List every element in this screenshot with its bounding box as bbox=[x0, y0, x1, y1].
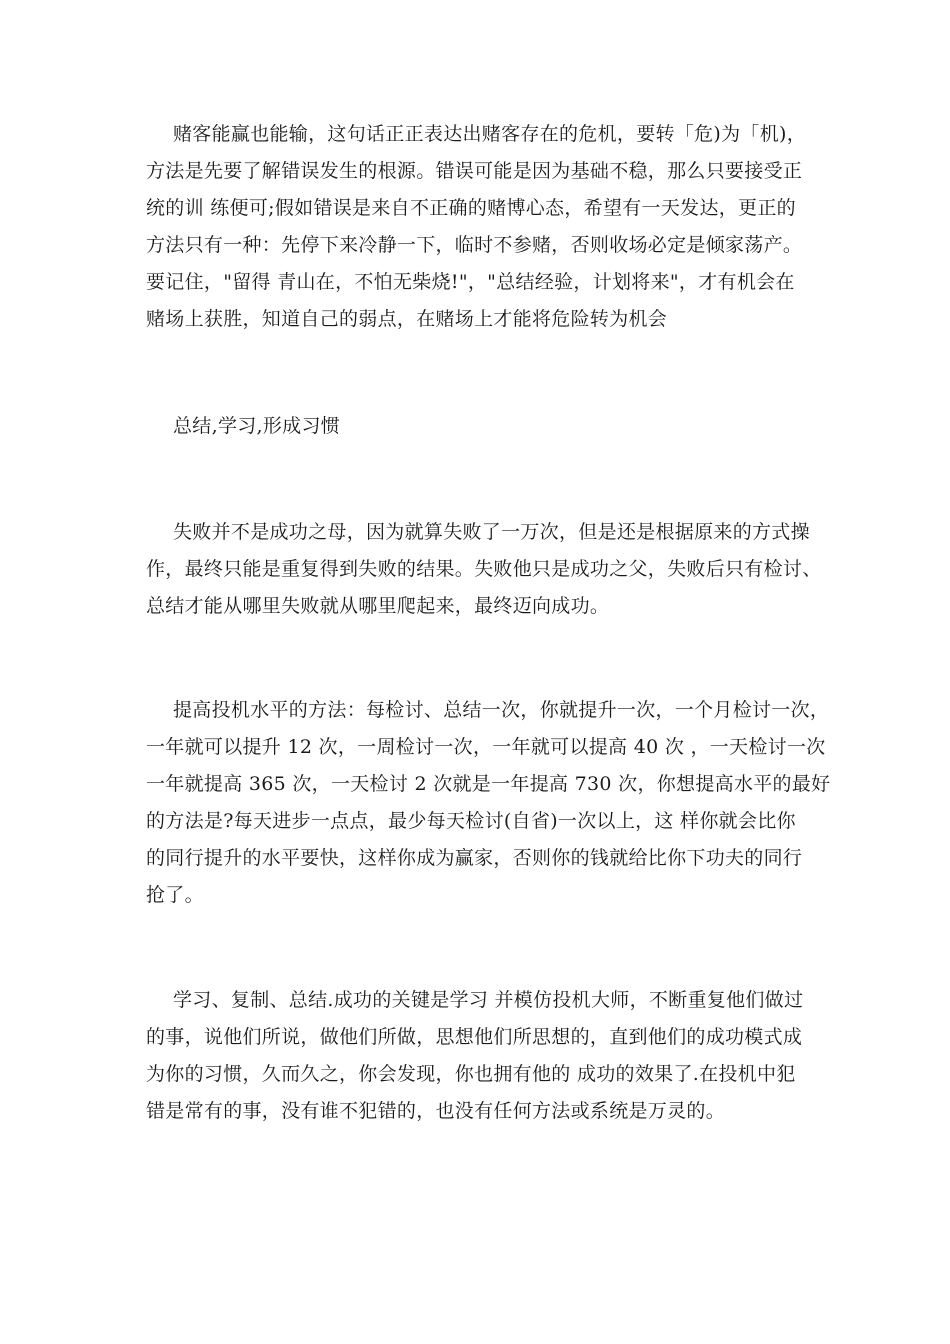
paragraph-3-line-2: 作，最终只能是重复得到失败的结果。失败他只是成功之父，失败后只有检讨、 bbox=[146, 558, 822, 580]
paragraph-4-line-4: 的方法是?每天进步一点点，最少每天检讨(自省)一次以上，这 样你就会比你 bbox=[146, 810, 796, 832]
paragraph-3-line-3: 总结才能从哪里失败就从哪里爬起来，最终迈向成功。 bbox=[146, 595, 610, 617]
paragraph-1-line-4: 方法只有一种：先停下来冷静一下，临时不参赌，否则收场必定是倾家荡产。 bbox=[146, 234, 803, 256]
paragraph-4-line-2: 一年就可以提升 12 次，一周检讨一次，一年就可以提高 40 次 ，一天检讨一次 bbox=[146, 736, 826, 758]
paragraph-1-line-6: 赌场上获胜，知道自己的弱点，在赌场上才能将危险转为机会 bbox=[146, 308, 668, 330]
paragraph-1-line-2: 方法是先要了解错误发生的根源。错误可能是因为基础不稳，那么只要接受正 bbox=[146, 160, 803, 182]
paragraph-5-line-3: 为你的习惯，久而久之，你会发现，你也拥有他的 成功的效果了.在投机中犯 bbox=[146, 1063, 796, 1085]
paragraph-1-line-5: 要记住，"留得 青山在，不怕无柴烧!"，"总结经验，计划将来"，才有机会在 bbox=[146, 271, 795, 293]
paragraph-4-line-5: 的同行提升的水平要快，这样你成为赢家，否则你的钱就给比你下功夫的同行 bbox=[146, 847, 803, 869]
paragraph-1-line-3: 统的训 练便可;假如错误是来自不正确的赌博心态，希望有一天发达，更正的 bbox=[146, 197, 796, 219]
paragraph-1-line-1: 赌客能赢也能输，这句话正正表达出赌客存在的危机，要转「危)为「机)， bbox=[173, 123, 807, 145]
paragraph-5-line-2: 的事，说他们所说，做他们所做，思想他们所思想的，直到他们的成功模式成 bbox=[146, 1026, 803, 1048]
paragraph-3-line-1: 失败并不是成功之母，因为就算失败了一万次，但是还是根据原来的方式操 bbox=[173, 521, 810, 543]
paragraph-4-line-6: 抢了。 bbox=[146, 884, 204, 906]
paragraph-5-line-4: 错是常有的事，没有谁不犯错的，也没有任何方法或系统是万灵的。 bbox=[146, 1100, 726, 1122]
paragraph-4-line-1: 提高投机水平的方法：每检讨、总结一次，你就提升一次，一个月检讨一次， bbox=[173, 699, 830, 721]
section-heading: 总结,学习,形成习惯 bbox=[173, 415, 341, 437]
paragraph-4-line-3: 一年就提高 365 次，一天检讨 2 次就是一年提高 730 次，你想提高水平的最好 bbox=[146, 773, 831, 795]
paragraph-5-line-1: 学习、复制、总结.成功的关键是学习 并模仿投机大师，不断重复他们做过 bbox=[173, 989, 804, 1011]
